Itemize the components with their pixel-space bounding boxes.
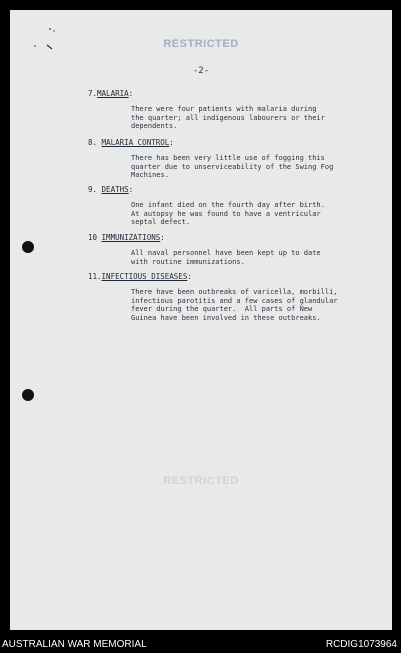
- footer-institution: AUSTRALIAN WAR MEMORIAL: [2, 639, 147, 650]
- restricted-stamp-top: RESTRICTED: [163, 38, 239, 50]
- punch-hole-upper: [22, 241, 34, 253]
- section-malaria-control: [88, 138, 378, 180]
- restricted-stamp-bottom: RESTRICTED: [163, 475, 239, 487]
- footer-record-id: RCDIG1073964: [325, 639, 397, 650]
- section-number: 11.: [88, 272, 102, 281]
- section-heading: 9. DEATHS:: [88, 185, 134, 194]
- document-page: [10, 10, 392, 630]
- section-title: DEATHS: [101, 185, 129, 194]
- section-number: 10: [88, 233, 98, 242]
- section-heading: 11.INFECTIOUS DISEASES:: [88, 272, 192, 281]
- section-heading: 10 IMMUNIZATIONS:: [88, 233, 165, 242]
- section-body: There were four patients with malaria during the quarter; all indigenous labourers or their dependents.: [131, 105, 325, 130]
- section-title: IMMUNIZATIONS: [101, 233, 161, 242]
- section-deaths: [88, 185, 378, 227]
- page-number: -2-: [192, 66, 210, 76]
- section-body: There have been outbreaks of varicella, morbilli, infectious parotitis and a few cases of glandular fever during the quarter. All parts of New Guinea have been involved in these outbreaks.: [131, 288, 338, 322]
- section-body: There has been very little use of fogging this quarter due to unserviceability of the Swing Fog Machines.: [131, 154, 334, 179]
- section-immunizations: [88, 233, 378, 266]
- section-heading: 7.MALARIA:: [88, 89, 134, 98]
- section-body: One infant died on the fourth day after birth. At autopsy he was found to have a ventricular septal defect.: [131, 201, 325, 226]
- section-infectious-diseases: [88, 272, 378, 322]
- section-number: 9.: [88, 185, 98, 194]
- section-title: INFECTIOUS DISEASES: [101, 272, 188, 281]
- section-body: All naval personnel have been kept up to date with routine immunizations.: [131, 249, 321, 266]
- archive-footer: [0, 638, 401, 653]
- section-number: 7.: [88, 89, 98, 98]
- section-malaria: [88, 89, 378, 131]
- section-number: 8.: [88, 138, 98, 147]
- section-title: MALARIA CONTROL: [101, 138, 170, 147]
- punch-hole-lower: [22, 389, 34, 401]
- section-heading: 8. MALARIA CONTROL:: [88, 138, 174, 147]
- section-title: MALARIA: [97, 89, 129, 98]
